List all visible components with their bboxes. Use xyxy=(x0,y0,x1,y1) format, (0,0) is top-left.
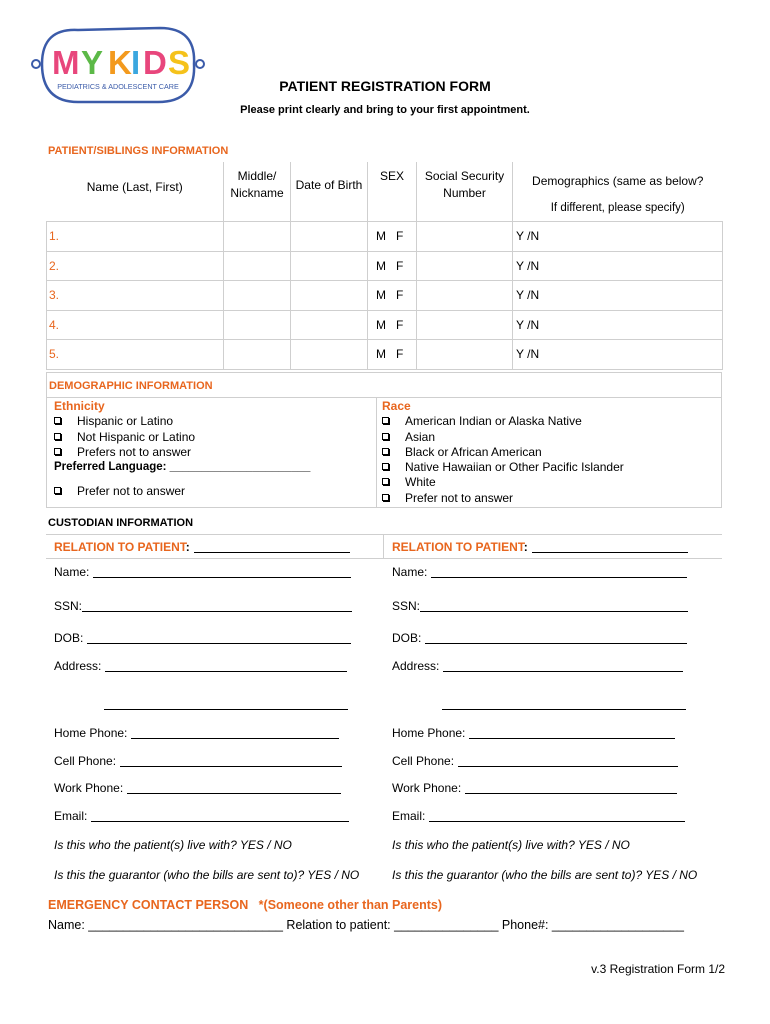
checkbox-icon[interactable] xyxy=(54,487,61,494)
preferred-language-field[interactable]: Preferred Language: ______________________ xyxy=(54,461,311,474)
race-option[interactable]: American Indian or Alaska Native xyxy=(382,414,624,429)
guarantor-question-left[interactable]: Is this the guarantor (who the bills are sent to)? YES / NO xyxy=(54,868,360,882)
svg-text:Y: Y xyxy=(81,44,104,81)
emergency-title: EMERGENCY CONTACT PERSON *(Someone other than Parents) xyxy=(48,898,443,912)
race-option[interactable]: Prefer not to answer xyxy=(382,491,624,506)
header-sex: SEX xyxy=(379,169,404,183)
custodian-title: CUSTODIAN INFORMATION xyxy=(48,517,194,529)
cell-phone-field-right[interactable]: Cell Phone: xyxy=(392,754,678,768)
race-option[interactable]: Asian xyxy=(382,430,624,445)
sex-cell[interactable]: M F xyxy=(368,281,417,311)
svg-text:K: K xyxy=(108,44,132,81)
ethnicity-group xyxy=(54,399,310,500)
home-phone-field-right[interactable]: Home Phone: xyxy=(392,726,675,740)
middle-cell[interactable] xyxy=(224,251,291,281)
patient-section-title: PATIENT/SIBLINGS INFORMATION xyxy=(48,145,229,157)
dob-cell[interactable] xyxy=(291,222,368,252)
ssn-field-right[interactable]: SSN: xyxy=(392,599,688,613)
svg-text:M: M xyxy=(52,44,80,81)
name-field-right[interactable]: Name: xyxy=(392,565,687,579)
address-line-2-left[interactable] xyxy=(104,709,348,710)
middle-cell[interactable] xyxy=(224,281,291,311)
middle-cell[interactable] xyxy=(224,222,291,252)
ssn-cell[interactable] xyxy=(417,340,513,370)
dob-field-left[interactable]: DOB: xyxy=(54,631,351,645)
header-middle: Middle/ Nickname xyxy=(230,169,284,200)
race-option[interactable]: Native Hawaiian or Other Pacific Islander xyxy=(382,460,624,475)
demographics-cell[interactable]: Y /N xyxy=(513,222,723,252)
sex-cell[interactable]: M F xyxy=(368,222,417,252)
emergency-contact-line[interactable]: Name: ____________________________ Relation to patient: _______________ Phone#: ___________________ xyxy=(48,918,685,932)
table-row xyxy=(47,251,723,281)
race-label: Race xyxy=(382,399,411,413)
work-phone-field-left[interactable]: Work Phone: xyxy=(54,781,341,795)
table-row xyxy=(47,340,723,370)
sex-cell[interactable]: M F xyxy=(368,340,417,370)
live-with-question-left[interactable]: Is this who the patient(s) live with? YES / NO xyxy=(54,838,292,852)
language-prefer-not-option[interactable]: Prefer not to answer xyxy=(54,484,310,499)
row-number: 1. xyxy=(47,222,224,252)
checkbox-icon[interactable] xyxy=(54,448,61,455)
checkbox-icon[interactable] xyxy=(54,417,61,424)
form-title: PATIENT REGISTRATION FORM xyxy=(279,78,491,94)
address-field-right[interactable]: Address: xyxy=(392,659,683,673)
patient-table-header xyxy=(47,162,723,222)
email-field-right[interactable]: Email: xyxy=(392,809,685,823)
demographics-cell[interactable]: Y /N xyxy=(513,340,723,370)
ssn-cell[interactable] xyxy=(417,251,513,281)
middle-cell[interactable] xyxy=(224,340,291,370)
guarantor-question-right[interactable]: Is this the guarantor (who the bills are sent to)? YES / NO xyxy=(392,868,698,882)
sex-cell[interactable]: M F xyxy=(368,310,417,340)
ssn-cell[interactable] xyxy=(417,222,513,252)
address-line-2-right[interactable] xyxy=(442,709,686,710)
custodian-box xyxy=(46,534,722,894)
header-demographics: Demographics (same as below? If different, please specify) xyxy=(532,174,704,214)
live-with-question-right[interactable]: Is this who the patient(s) live with? YES / NO xyxy=(392,838,630,852)
checkbox-icon[interactable] xyxy=(54,433,61,440)
table-row xyxy=(47,310,723,340)
checkbox-icon[interactable] xyxy=(382,494,389,501)
demographics-cell[interactable]: Y /N xyxy=(513,281,723,311)
svg-text:S: S xyxy=(168,44,191,81)
race-option[interactable]: Black or African American xyxy=(382,445,624,460)
relation-field-left[interactable]: RELATION TO PATIENT: xyxy=(54,540,350,554)
email-field-left[interactable]: Email: xyxy=(54,809,349,823)
table-row xyxy=(47,222,723,252)
table-row xyxy=(47,281,723,311)
demographic-title: DEMOGRAPHIC INFORMATION xyxy=(49,380,213,392)
ssn-cell[interactable] xyxy=(417,281,513,311)
header-ssn: Social Security Number xyxy=(424,169,505,200)
demographics-cell[interactable]: Y /N xyxy=(513,310,723,340)
ssn-cell[interactable] xyxy=(417,310,513,340)
ethnicity-label: Ethnicity xyxy=(54,399,105,413)
race-group xyxy=(382,399,624,506)
name-field-left[interactable]: Name: xyxy=(54,565,351,579)
ethnicity-option[interactable]: Prefers not to answer xyxy=(54,445,310,460)
ssn-field-left[interactable]: SSN: xyxy=(54,599,352,613)
row-number: 4. xyxy=(47,310,224,340)
row-number: 3. xyxy=(47,281,224,311)
row-number: 5. xyxy=(47,340,224,370)
row-number: 2. xyxy=(47,251,224,281)
work-phone-field-right[interactable]: Work Phone: xyxy=(392,781,677,795)
dob-cell[interactable] xyxy=(291,310,368,340)
cell-phone-field-left[interactable]: Cell Phone: xyxy=(54,754,342,768)
race-option[interactable]: White xyxy=(382,475,624,490)
form-subtitle: Please print clearly and bring to your first appointment. xyxy=(240,104,530,116)
patient-table xyxy=(46,162,723,370)
dob-field-right[interactable]: DOB: xyxy=(392,631,687,645)
dob-cell[interactable] xyxy=(291,340,368,370)
dob-cell[interactable] xyxy=(291,281,368,311)
checkbox-icon[interactable] xyxy=(382,417,389,424)
svg-text:PEDIATRICS & ADOLESCENT CARE: PEDIATRICS & ADOLESCENT CARE xyxy=(57,82,179,91)
svg-text:D: D xyxy=(143,44,167,81)
checkbox-icon[interactable] xyxy=(382,433,389,440)
middle-cell[interactable] xyxy=(224,310,291,340)
ethnicity-option[interactable]: Hispanic or Latino xyxy=(54,414,310,429)
sex-cell[interactable]: M F xyxy=(368,251,417,281)
relation-field-right[interactable]: RELATION TO PATIENT: xyxy=(392,540,688,554)
svg-text:I: I xyxy=(131,44,141,81)
demographics-cell[interactable]: Y /N xyxy=(513,251,723,281)
header-name: Name (Last, First) xyxy=(86,180,183,194)
header-dob: Date of Birth xyxy=(295,178,363,192)
checkbox-icon[interactable] xyxy=(382,463,389,470)
dob-cell[interactable] xyxy=(291,251,368,281)
checkbox-icon[interactable] xyxy=(382,448,389,455)
checkbox-icon[interactable] xyxy=(382,478,389,485)
footer-version: v.3 Registration Form 1/2 xyxy=(591,962,725,976)
address-field-left[interactable]: Address: xyxy=(54,659,347,673)
home-phone-field-left[interactable]: Home Phone: xyxy=(54,726,339,740)
demographic-box xyxy=(46,372,722,508)
ethnicity-option[interactable]: Not Hispanic or Latino xyxy=(54,430,310,445)
